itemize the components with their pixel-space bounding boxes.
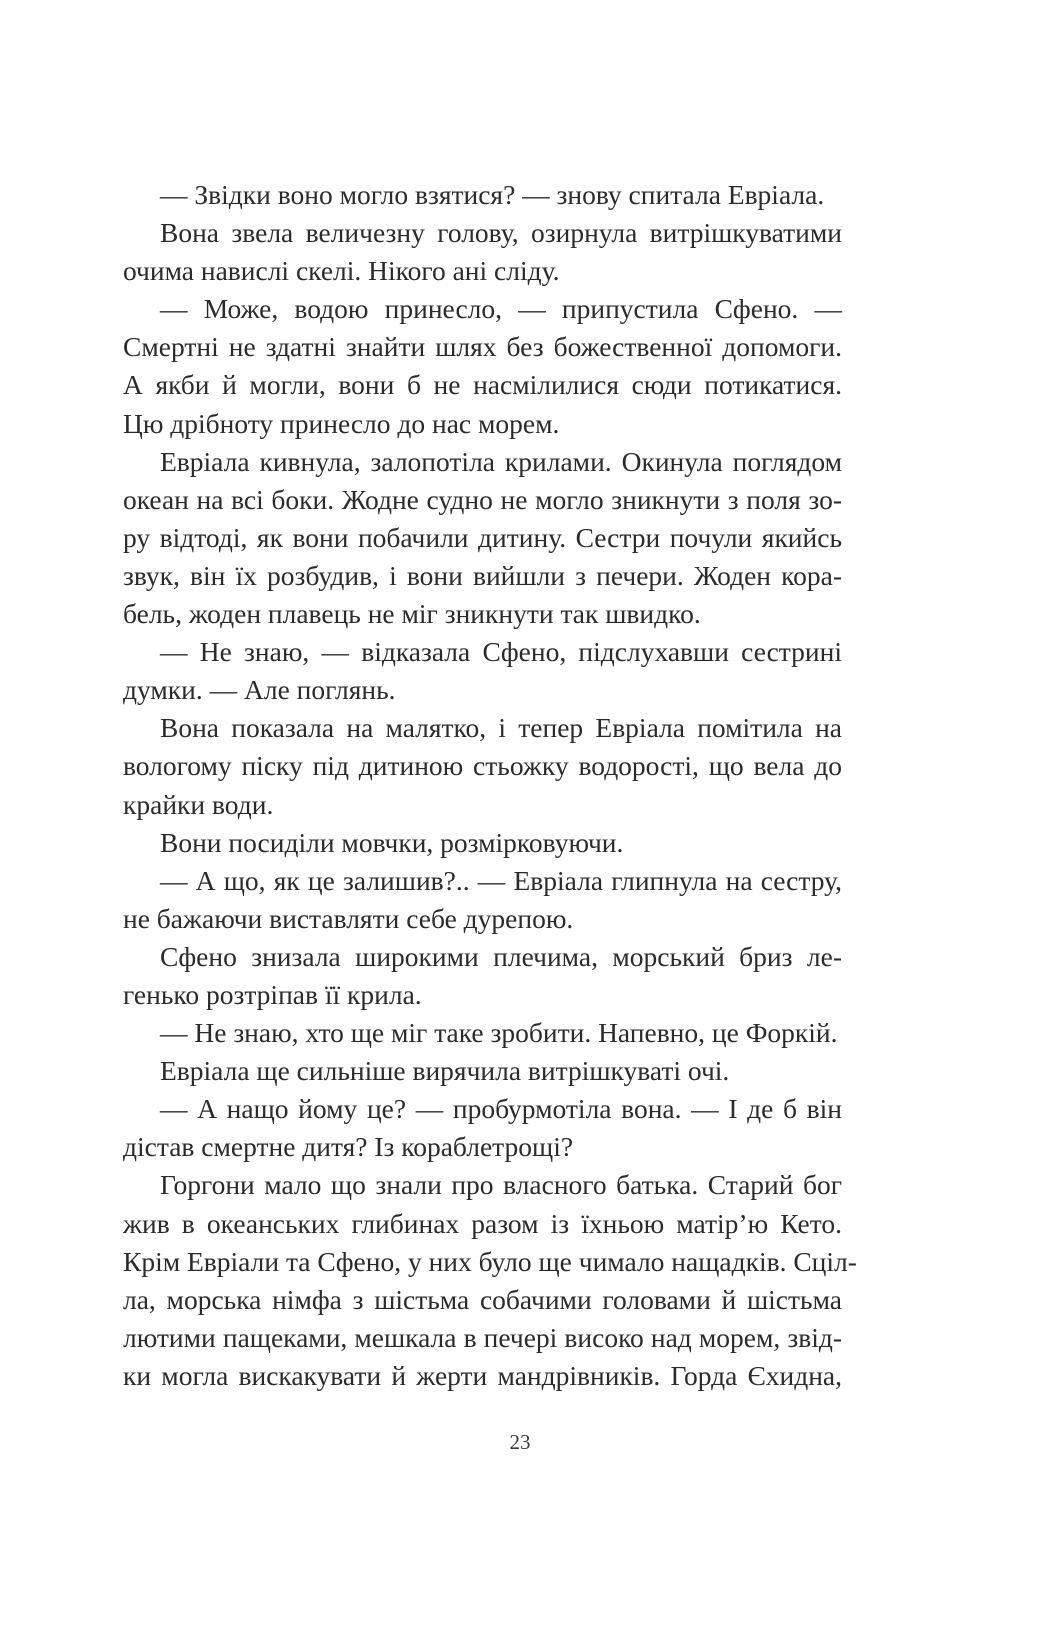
text-line: бель, жоден плавець не міг зникнути так швидко. bbox=[123, 598, 701, 630]
text-line: Крім Евріали та Сфено, у них було ще чимало нащадків. Сціл- bbox=[123, 1245, 857, 1277]
text-line: дістав смертне дитя? Із кораблетрощі? bbox=[123, 1131, 574, 1163]
text-line: лютими пащеками, мешкала в печері високо над морем, звід- bbox=[123, 1321, 842, 1353]
text-line: вологому піску під дитиною стьожку водорості, що вела до bbox=[123, 750, 842, 782]
text-line: крайки води. bbox=[123, 788, 274, 820]
text-line: Вони посиділи мовчки, розмірковуючи. bbox=[160, 826, 624, 858]
text-line: Евріала ще сильніше вирячила витрішкуваті очі. bbox=[160, 1055, 730, 1087]
text-line: очима навислі скелі. Нікого ані сліду. bbox=[123, 255, 560, 287]
text-line: звук, він їх розбудив, і вони вийшли з печери. Жоден кора- bbox=[123, 559, 842, 591]
text-line: не бажаючи виставляти себе дурепою. bbox=[123, 902, 574, 934]
text-line: ки могла вискакувати й жерти мандрівників. Горда Єхидна, bbox=[123, 1359, 842, 1391]
text-line: ла, морська німфа з шістьма собачими головами й шістьма bbox=[123, 1283, 842, 1315]
text-line: Цю дрібноту принесло до нас морем. bbox=[123, 407, 560, 439]
text-line: жив в океанських глибинах разом із їхньою матір’ю Кето. bbox=[123, 1207, 842, 1239]
text-line: ру відтоді, як вони побачили дитину. Сестри почули якийсь bbox=[123, 521, 842, 553]
body-text bbox=[123, 176, 857, 1395]
text-line: — Не знаю, — відказала Сфено, підслухавши сестрині bbox=[160, 636, 842, 668]
text-line: Сфено знизала широкими плечима, морський бриз ле- bbox=[160, 940, 842, 972]
text-line: Вона звела величезну голову, озирнула витрішкуватими bbox=[160, 217, 842, 249]
text-line: думки. — Але поглянь. bbox=[123, 674, 396, 706]
text-line: Смертні не здатні знайти шлях без божественної допомоги. bbox=[123, 331, 842, 363]
text-line: — А що, як це залишив?.. — Евріала глипнула на сестру, bbox=[160, 864, 842, 896]
text-line: — Не знаю, хто ще міг таке зробити. Напевно, це Форкій. bbox=[160, 1017, 838, 1049]
text-line: — Звідки воно могло взятися? — знову спитала Евріала. bbox=[160, 179, 825, 210]
text-line: Горгони мало що знали про власного батька. Старий бог bbox=[160, 1169, 842, 1201]
text-line: — А нащо йому це? — пробурмотіла вона. — І де б він bbox=[160, 1093, 842, 1125]
text-line: А якби й могли, вони б не насмілилися сюди потикатися. bbox=[123, 369, 842, 401]
page-number: 23 bbox=[509, 1430, 531, 1454]
text-line: Евріала кивнула, залопотіла крилами. Окинула поглядом bbox=[160, 445, 842, 477]
text-line: генько розтріпав її крила. bbox=[123, 978, 422, 1010]
text-line: океан на всі боки. Жодне судно не могло зникнути з поля зо- bbox=[123, 483, 842, 515]
text-line: Вона показала на малятко, і тепер Евріала помітила на bbox=[160, 712, 842, 744]
text-line: — Може, водою принесло, — припустила Сфено. — bbox=[160, 293, 842, 325]
